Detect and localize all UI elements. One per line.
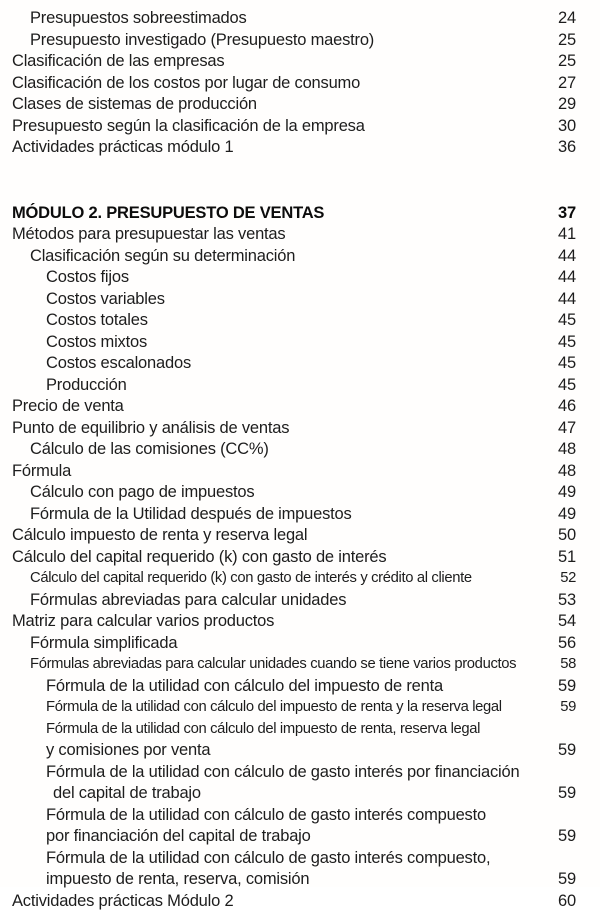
toc-entry [12,547,576,569]
toc-entry-page-number: 58 [554,654,576,676]
toc-entry-label: Producción [46,375,546,397]
toc-entry-label: Fórmulas abreviadas para calcular unidades [30,590,546,612]
toc-entry [12,332,576,354]
toc-entry-label: Costos fijos [46,267,546,289]
toc-entry-label: Actividades prácticas Módulo 2 [12,891,546,912]
toc-entry-label: Clasificación de los costos por lugar de consumo [12,73,546,95]
toc-entry-page-number: 45 [554,332,576,354]
toc-section-heading [12,203,576,225]
toc-entry-page-number: 41 [554,224,576,246]
toc-entry-label: Presupuesto investigado (Presupuesto maestro) [30,30,546,52]
toc-entry-page-number: 47 [554,418,576,440]
toc-entry [12,246,576,268]
toc-entry [12,375,576,397]
toc-entry-page-number: 30 [554,116,576,138]
toc-entry-label: por financiación del capital de trabajo [46,826,546,848]
toc-entry [12,762,576,784]
toc-entry [12,590,576,612]
toc-entry [12,848,576,870]
toc-entry-page-number: 29 [554,94,576,116]
toc-entry [12,396,576,418]
toc-entry-page-number: 37 [554,203,576,225]
toc-entry-label: MÓDULO 2. PRESUPUESTO DE VENTAS [12,203,546,225]
toc-entry-label: Actividades prácticas módulo 1 [12,137,546,159]
toc-entry-label: Cálculo del capital requerido (k) con gasto de interés y crédito al cliente [30,568,546,590]
toc-entry-label: impuesto de renta, reserva, comisión [46,869,546,891]
toc-entry-label: Clasificación según su determinación [30,246,546,268]
toc-entry [12,418,576,440]
toc-entry-page-number: 45 [554,353,576,375]
toc-entry [12,482,576,504]
toc-entry-label: Cálculo de las comisiones (CC%) [30,439,546,461]
toc-entry [12,224,576,246]
toc-entry-label: Fórmula de la utilidad con cálculo del impuesto de renta [46,676,546,698]
toc-entry-page-number: 27 [554,73,576,95]
toc-entry-page-number: 59 [554,740,576,762]
toc-entry-label: Costos escalonados [46,353,546,375]
toc-entry-label: Costos variables [46,289,546,311]
toc-entry-page-number: 44 [554,289,576,311]
toc-entry-label: Cálculo impuesto de renta y reserva legal [12,525,546,547]
toc-entry-page-number: 54 [554,611,576,633]
toc-entry [12,137,576,159]
toc-entry [12,654,576,676]
toc-entry [12,740,576,762]
toc-entry-label: Clases de sistemas de producción [12,94,546,116]
toc-entry-page-number: 56 [554,633,576,655]
toc-entry [12,289,576,311]
toc-entry [12,439,576,461]
toc-entry [12,504,576,526]
toc-entry-page-number: 49 [554,504,576,526]
toc-entry-page-number: 45 [554,310,576,332]
toc-entry-page-number: 44 [554,246,576,268]
toc-entry-page-number: 48 [554,461,576,483]
toc-entry-label: Fórmula de la utilidad con cálculo del impuesto de renta, reserva legal [46,719,546,741]
toc-entry-label: Cálculo del capital requerido (k) con gasto de interés [12,547,546,569]
toc-entry [12,73,576,95]
toc-entry-label: Costos totales [46,310,546,332]
toc-entry-page-number: 25 [554,30,576,52]
toc-entry [12,8,576,30]
toc-entry-label: Métodos para presupuestar las ventas [12,224,546,246]
toc-entry-label: Fórmulas abreviadas para calcular unidades cuando se tiene varios productos [30,654,546,676]
toc-entry-page-number: 50 [554,525,576,547]
toc-entry [12,94,576,116]
toc-entry-label: Presupuestos sobreestimados [30,8,546,30]
toc-entry-page-number: 24 [554,8,576,30]
toc-entry-page-number: 59 [554,869,576,891]
toc-entry [12,353,576,375]
toc-list [12,8,576,912]
toc-entry-label: Fórmula simplificada [30,633,546,655]
toc-entry [12,525,576,547]
toc-entry-label: Matriz para calcular varios productos [12,611,546,633]
toc-entry-page-number: 46 [554,396,576,418]
toc-entry [12,826,576,848]
toc-entry-label: Fórmula de la utilidad con cálculo de gasto interés compuesto [46,805,546,827]
toc-entry [12,310,576,332]
toc-entry-page-number: 51 [554,547,576,569]
toc-entry-label: Precio de venta [12,396,546,418]
toc-entry-page-number: 59 [554,783,576,805]
toc-entry-label: Punto de equilibrio y análisis de ventas [12,418,546,440]
toc-entry-label: Presupuesto según la clasificación de la empresa [12,116,546,138]
toc-entry [12,611,576,633]
toc-entry [12,633,576,655]
toc-entry [12,461,576,483]
toc-entry-label: Fórmula de la utilidad con cálculo de gasto interés compuesto, [46,848,546,870]
toc-entry-page-number: 49 [554,482,576,504]
toc-entry-label: Fórmula de la utilidad con cálculo de gasto interés por financiación [46,762,546,784]
toc-entry-label: Clasificación de las empresas [12,51,546,73]
toc-entry-label: del capital de trabajo [46,783,546,805]
toc-entry-label: Fórmula [12,461,546,483]
toc-entry [12,805,576,827]
toc-entry [12,869,576,891]
toc-entry-page-number: 45 [554,375,576,397]
toc-entry-page-number: 52 [554,568,576,590]
toc-entry [12,30,576,52]
toc-entry-page-number: 36 [554,137,576,159]
toc-entry-page-number: 59 [554,826,576,848]
toc-entry-page-number: 53 [554,590,576,612]
toc-entry [12,267,576,289]
toc-entry [12,51,576,73]
toc-entry-label: Cálculo con pago de impuestos [30,482,546,504]
toc-entry [12,719,576,741]
toc-entry [12,697,576,719]
toc-entry-label: Costos mixtos [46,332,546,354]
toc-entry-page-number: 44 [554,267,576,289]
toc-entry [12,783,576,805]
toc-entry-page-number: 59 [554,697,576,719]
toc-entry-label: Fórmula de la utilidad con cálculo del impuesto de renta y la reserva legal [46,697,546,719]
toc-entry-page-number: 25 [554,51,576,73]
toc-entry-page-number: 48 [554,439,576,461]
toc-entry [12,676,576,698]
toc-entry-label: y comisiones por venta [46,740,546,762]
toc-entry [12,568,576,590]
toc-entry-page-number: 59 [554,676,576,698]
toc-entry [12,891,576,912]
toc-entry-label: Fórmula de la Utilidad después de impuestos [30,504,546,526]
toc-entry [12,116,576,138]
toc-entry-page-number: 60 [554,891,576,912]
